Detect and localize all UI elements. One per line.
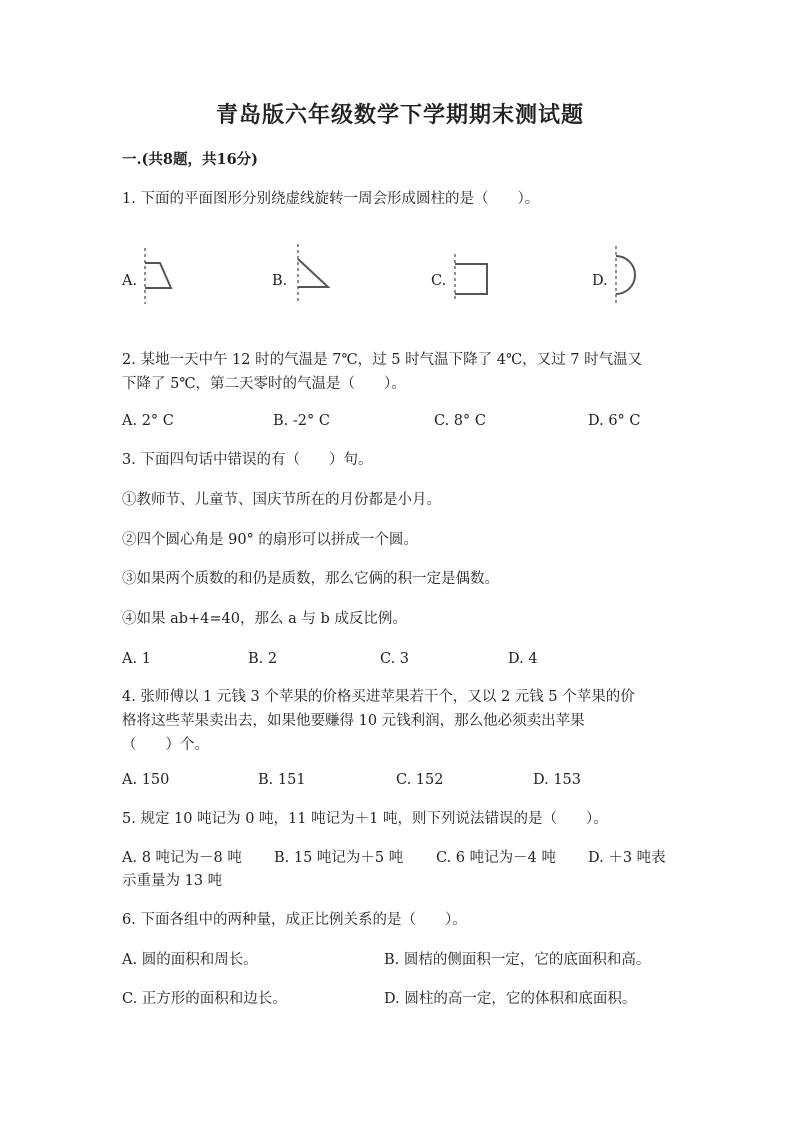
question-3-statement-3: ③如果两个质数的和仍是质数，那么它俩的积一定是偶数。 [122, 571, 499, 587]
question-3-statement-4: ④如果 ab+4=40，那么 a 与 b 成反比例。 [122, 611, 407, 627]
question-2-stem-line-1: 2. 某地一天中午 12 时的气温是 7℃，过 5 时气温下降了 4℃，又过 7 时气温又 [122, 352, 643, 368]
rotation-trapezoid-figure [138, 246, 178, 306]
question-4-option-d: D. 153 [533, 772, 582, 788]
question-4-option-c: C. 152 [396, 772, 444, 788]
rotation-triangle-figure [292, 242, 332, 306]
question-1-option-c-label: C. [431, 273, 447, 289]
question-4-stem-line-2: 格将这些苹果卖出去，如果他要赚得 10 元钱利润，那么他必须卖出苹果 [122, 713, 585, 729]
question-4-option-a: A. 150 [122, 772, 170, 788]
question-6-option-a: A. 圆的面积和周长。 [122, 952, 258, 968]
page-title: 青岛版六年级数学下学期期末测试题 [215, 102, 584, 128]
question-4-stem-line-1: 4. 张师傅以 1 元钱 3 个苹果的价格买进苹果若干个，又以 2 元钱 5 个苹果的价 [122, 689, 635, 705]
section-heading: 一.(共8题，共16分) [122, 151, 259, 168]
question-1-option-d-label: D. [592, 273, 608, 289]
question-2-stem-line-2: 下降了 5℃，第二天零时的气温是（ ）。 [122, 376, 406, 392]
rotation-rectangle-figure [449, 252, 489, 302]
question-2-option-b: B. -2° C [273, 413, 330, 429]
question-4-stem-line-3: （ ）个。 [122, 737, 209, 753]
question-2-option-c: C. 8° C [434, 413, 486, 429]
question-5-option-b: B. 15 吨记为＋5 吨 [274, 850, 404, 866]
question-6-option-b: B. 圆桔的侧面积一定，它的底面积和高。 [384, 952, 651, 968]
question-5-option-d: D. ＋3 吨表 [588, 850, 666, 866]
question-4-option-b: B. 151 [258, 772, 306, 788]
question-5-option-d-continued: 示重量为 13 吨 [122, 873, 223, 889]
question-5-option-a: A. 8 吨记为－8 吨 [122, 850, 242, 866]
question-2-option-a: A. 2° C [122, 413, 174, 429]
rotation-semicircle-figure [610, 244, 650, 306]
question-3-option-d: D. 4 [508, 651, 538, 667]
question-3-option-a: A. 1 [122, 651, 151, 667]
question-6-option-d: D. 圆柱的高一定，它的体积和底面积。 [384, 991, 637, 1007]
question-1-stem: 1. 下面的平面图形分别绕虚线旋转一周会形成圆柱的是（ ）。 [122, 191, 540, 207]
question-3-stem: 3. 下面四句话中错误的有（ ）句。 [122, 452, 373, 468]
question-1-option-a-label: A. [122, 273, 138, 289]
question-6-stem: 6. 下面各组中的两种量，成正比例关系的是（ ）。 [122, 912, 467, 928]
question-6-option-c: C. 正方形的面积和边长。 [122, 991, 287, 1007]
question-3-option-b: B. 2 [248, 651, 278, 667]
question-1-option-b-label: B. [272, 273, 288, 289]
question-5-option-c: C. 6 吨记为－4 吨 [436, 850, 556, 866]
question-5-stem: 5. 规定 10 吨记为 0 吨，11 吨记为＋1 吨，则下列说法错误的是（ ）。 [122, 811, 608, 827]
question-3-statement-2: ②四个圆心角是 90° 的扇形可以拼成一个圆。 [122, 532, 418, 548]
question-3-option-c: C. 3 [380, 651, 410, 667]
question-2-option-d: D. 6° C [588, 413, 641, 429]
question-3-statement-1: ①教师节、儿童节、国庆节所在的月份都是小月。 [122, 492, 441, 508]
